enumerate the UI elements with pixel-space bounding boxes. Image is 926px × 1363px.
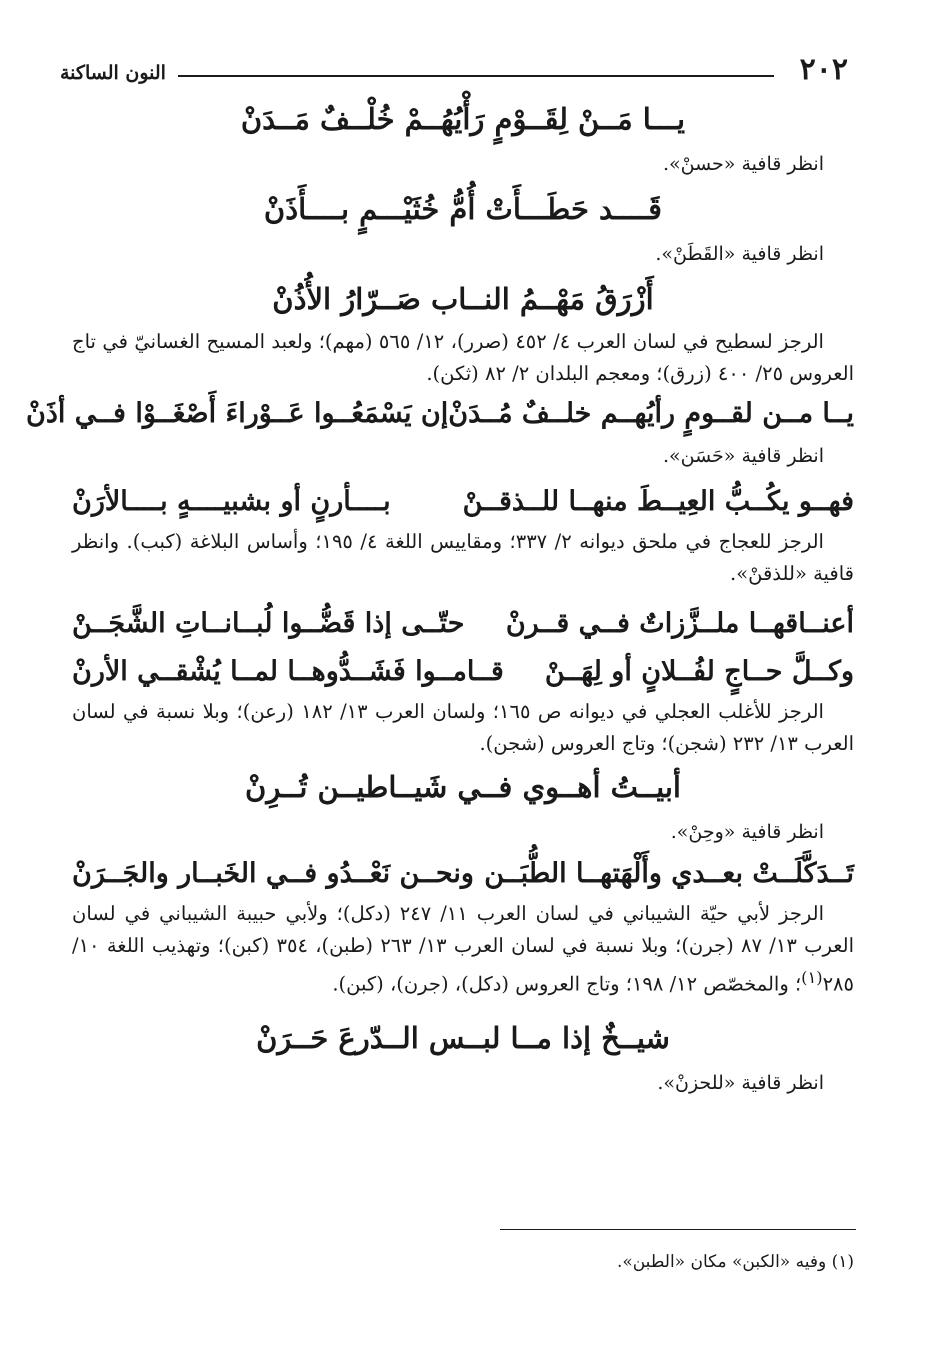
hemistich-second: ونحــن نَعْــدُو فــي الخَبــار والجَــرَنْ	[72, 858, 474, 889]
verse-line: أبيــتُ أهــوي فــي شَيــاطيــن تُــرِنْ	[245, 770, 681, 804]
source-note	[72, 898, 854, 1001]
hemistich-first: فهــو يكُــبُّ العِيــطَ منهــا للــذقــنْ	[462, 486, 854, 517]
hemistich-first: تَــدَكَّلَــتْ بعــدي وأَلْهَتهــا الطُّبَــن	[484, 858, 854, 889]
hemistich-second: إن يَسْمَعُــوا عَــوْراءَ أَصْغَــوْا فــي أذَنْ	[25, 398, 449, 429]
verse-line: قَــــد حَطَـــأَتْ أُمُّ خُثَيْـــمٍ بــــأَذَنْ	[263, 192, 663, 226]
cross-reference: انظر قافية «حَسَن».	[662, 445, 824, 467]
hemistich-first: وكــلَّ حــاجٍ لفُــلانٍ أو لِهَــنْ	[544, 656, 854, 687]
cross-reference: انظر قافية «القَطَنْ».	[655, 243, 824, 265]
hemistich-second: بــــأرنٍ أو بشبيــــهٍ بــــالأرَنْ	[72, 486, 391, 517]
verse-couplet	[72, 850, 854, 898]
header-rule	[178, 75, 774, 77]
footnote-rule	[500, 1229, 856, 1230]
running-title: النون الساكنة	[60, 62, 166, 84]
page-body	[25, 92, 854, 1101]
source-note-text: الرجز لأبي حيّة الشيباني في لسان العرب ١١/ ٢٤٧ (دكل)؛ ولأبي حبيبة الشيباني في لسان العرب ١٣/ ٨٧ (جرن)؛ وبلا نسبة في لسان العرب ١٣/ ٢٦٣ (طبن)، ٣٥٤ (كبن)؛ وتهذيب اللغة ١٠/ ٢٨٥	[72, 902, 854, 996]
footnote: (١) وفيه «الكبن» مكان «الطبن».	[616, 1252, 854, 1272]
hemistich-first: أعنــاقهــا ملــزَّزاتٌ فــي قــرنْ	[505, 608, 854, 639]
verse-couplet	[72, 600, 854, 648]
verse-couplet	[72, 478, 854, 526]
verse-couplet	[25, 390, 854, 438]
page-number: ٢٠٢	[799, 52, 848, 87]
verse-line: أَزْرَقُ مَهْــمُ النــاب صَــرّارُ الأُذُنْ	[272, 282, 654, 316]
source-note: الرجز لسطيح في لسان العرب ٤/ ٤٥٢ (صرر)، ١٢/ ٥٦٥ (مهم)؛ ولعبد المسيح الغسانيّ في تاج العروس ٢٥/ ٤٠٠ (زرق)؛ ومعجم البلدان ٢/ ٨٢ (ثكن).	[72, 330, 854, 385]
hemistich-second: حتّــى إذا قَضُّــوا لُبــانــاتِ الشَّجَــنْ	[72, 608, 465, 639]
hemistich-second: قــامــوا فَشَــدُّوهــا لمــا يُشْقــي الأرنْ	[72, 656, 504, 687]
source-note: الرجز للعجاج في ملحق ديوانه ٢/ ٣٣٧؛ ومقاييس اللغة ٤/ ١٩٥؛ وأساس البلاغة (كبب). وانظر قافية «للذقنْ».	[72, 530, 854, 585]
cross-reference: انظر قافية «وحِنْ».	[670, 821, 824, 843]
source-note-text-tail: ؛ والمخصّص ١٢/ ١٩٨؛ وتاج العروس (دكل)، (جرن)، (كبن).	[332, 972, 802, 996]
cross-reference: انظر قافية «للحزنْ».	[657, 1071, 824, 1094]
verse-line: يـــا مَــنْ لِقَــوْمٍ رَأْيُهُــمْ خُلْــفٌ مَــدَنْ	[240, 102, 686, 136]
source-note: الرجز للأغلب العجلي في ديوانه ص ١٦٥؛ ولسان العرب ١٣/ ١٨٢ (رعن)؛ وبلا نسبة في لسان العرب ١٣/ ٢٣٢ (شجن)؛ وتاج العروس (شجن).	[72, 700, 854, 755]
footnote-marker: (١)	[801, 968, 823, 987]
cross-reference: انظر قافية «حسنْ».	[662, 153, 824, 175]
hemistich-first: يــا مــن لقــومٍ رأيُهــم خلــفٌ مُــدَنْ	[448, 398, 854, 429]
page-header	[60, 52, 866, 92]
verse-couplet	[72, 648, 854, 696]
verse-line: شيــخٌ إذا مــا لبــس الــدّرعَ حَــرَنْ	[256, 1020, 670, 1055]
